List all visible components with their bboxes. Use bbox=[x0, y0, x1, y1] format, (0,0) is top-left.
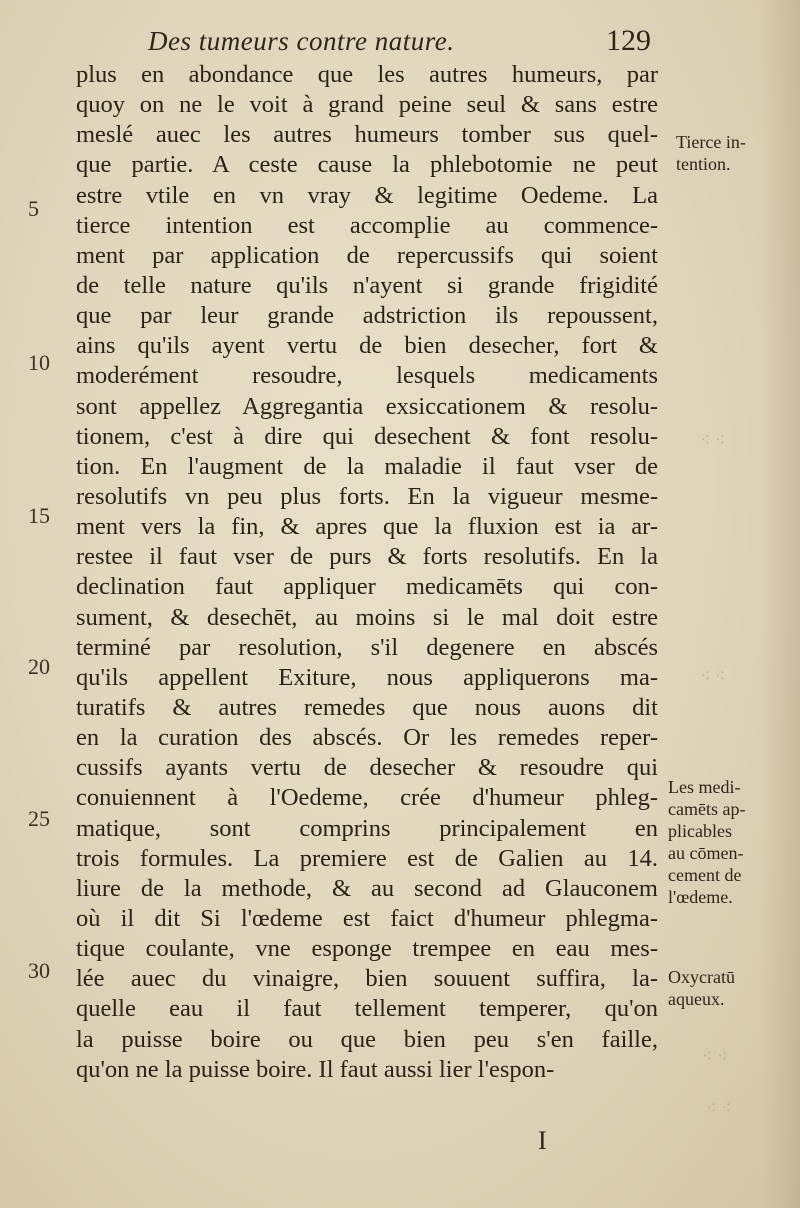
text-line: declination faut appliquer medicamēts qui con- bbox=[76, 573, 658, 601]
text-line: matique, sont comprins principalement en bbox=[76, 814, 658, 842]
text-line: resolutifs vn peu plus forts. En la vigueur mesme- bbox=[76, 482, 658, 510]
line-number-5: 5 bbox=[28, 196, 39, 221]
text-line: meslé auec les autres humeurs tomber sus quel- bbox=[76, 121, 658, 149]
text-line: qu'ils appellent Exiture, nous appliquerons ma- bbox=[76, 663, 658, 691]
text-line: quoy on ne le voit à grand peine seul & sans estre bbox=[76, 91, 658, 119]
line-number-10: 10 bbox=[28, 350, 50, 375]
margin-note-line: au cōmen- bbox=[668, 843, 744, 863]
margin-note-line: camēts ap- bbox=[668, 799, 746, 819]
text-line: tique coulante, vne esponge trempee en eau mes- bbox=[76, 935, 658, 963]
text-line: moderément resoudre, lesquels medicaments bbox=[76, 362, 658, 390]
text-line: liure de la methode, & au second ad Glauconem bbox=[76, 874, 658, 902]
text-line: terminé par resolution, s'il degenere en abscés bbox=[76, 633, 658, 661]
margin-note-line: Les medi- bbox=[668, 777, 741, 797]
margin-note-line: aqueux. bbox=[668, 989, 725, 1009]
bleed-through-mark: ⁖ ⁖ bbox=[700, 430, 726, 450]
printer-signature: I bbox=[538, 1126, 547, 1155]
text-line: sument, & desechēt, au moins si le mal doit estre bbox=[76, 603, 658, 631]
bleed-through-mark: ⁖ ⁖ bbox=[706, 1098, 732, 1118]
margin-note-tierce-intention bbox=[676, 131, 746, 175]
text-line: ains qu'ils ayent vertu de bien desecher, fort & bbox=[76, 332, 658, 360]
text-line: sont appellez Aggregantia exsiccationem & resolu- bbox=[76, 392, 658, 420]
text-line: tion. En l'augment de la maladie il faut vser de bbox=[76, 452, 658, 480]
text-line: conuiennent à l'Oedeme, crée d'humeur phleg- bbox=[76, 784, 658, 812]
text-line: restee il faut vser de purs & forts resolutifs. En la bbox=[76, 543, 658, 571]
running-head: Des tumeurs contre nature. bbox=[148, 26, 455, 56]
line-number-20: 20 bbox=[28, 654, 50, 679]
text-line: qu'on ne la puisse boire. Il faut aussi lier l'espon- bbox=[76, 1055, 555, 1083]
bleed-through-mark: ⁖ ⁖ bbox=[700, 666, 726, 686]
text-line: tionem, c'est à dire qui desechent & font resolu- bbox=[76, 422, 658, 450]
text-line: cussifs ayants vertu de desecher & resoudre qui bbox=[76, 754, 658, 782]
margin-note-oxycrat bbox=[668, 966, 735, 1010]
line-number-25: 25 bbox=[28, 806, 50, 831]
bleed-through-mark: ⁖ ⁖ bbox=[702, 1046, 728, 1066]
margin-note-line: plicables bbox=[668, 821, 732, 841]
margin-note-medicaments bbox=[668, 776, 745, 908]
text-line: plus en abondance que les autres humeurs, par bbox=[76, 61, 658, 88]
text-line: en la curation des abscés. Or les remedes reper- bbox=[76, 724, 658, 752]
text-line: que par leur grande adstriction ils repoussent, bbox=[76, 302, 658, 330]
page-number: 129 bbox=[606, 24, 651, 57]
line-number-30: 30 bbox=[28, 958, 50, 983]
text-line: ment par application de repercussifs qui soient bbox=[76, 241, 658, 269]
body-text bbox=[76, 60, 658, 1085]
margin-note-line: l'œdeme. bbox=[668, 887, 733, 907]
margin-note-line: Tierce in- bbox=[676, 132, 746, 152]
text-line: de telle nature qu'ils n'ayent si grande frigidité bbox=[76, 271, 658, 299]
page-edge-shadow bbox=[760, 0, 800, 1208]
text-line: turatifs & autres remedes que nous auons dit bbox=[76, 693, 658, 721]
text-line: tierce intention est accomplie au commence- bbox=[76, 211, 658, 239]
margin-note-line: tention. bbox=[676, 154, 731, 174]
text-line: où il dit Si l'œdeme est faict d'humeur phlegma- bbox=[76, 904, 658, 932]
text-line: lée auec du vinaigre, bien souuent suffira, la- bbox=[76, 965, 658, 993]
text-line: estre vtile en vn vray & legitime Oedeme. La bbox=[76, 181, 658, 209]
line-number-15: 15 bbox=[28, 503, 50, 528]
margin-note-line: Oxycratū bbox=[668, 967, 735, 987]
text-line: la puisse boire ou que bien peu s'en faille, bbox=[76, 1025, 658, 1053]
text-line: quelle eau il faut tellement temperer, qu'on bbox=[76, 995, 658, 1023]
text-line: que partie. A ceste cause la phlebotomie ne peut bbox=[76, 151, 658, 179]
margin-note-line: cement de bbox=[668, 865, 742, 885]
text-line: trois formules. La premiere est de Galien au 14. bbox=[76, 844, 658, 872]
text-line: ment vers la fin, & apres que la fluxion est ia ar- bbox=[76, 513, 658, 541]
